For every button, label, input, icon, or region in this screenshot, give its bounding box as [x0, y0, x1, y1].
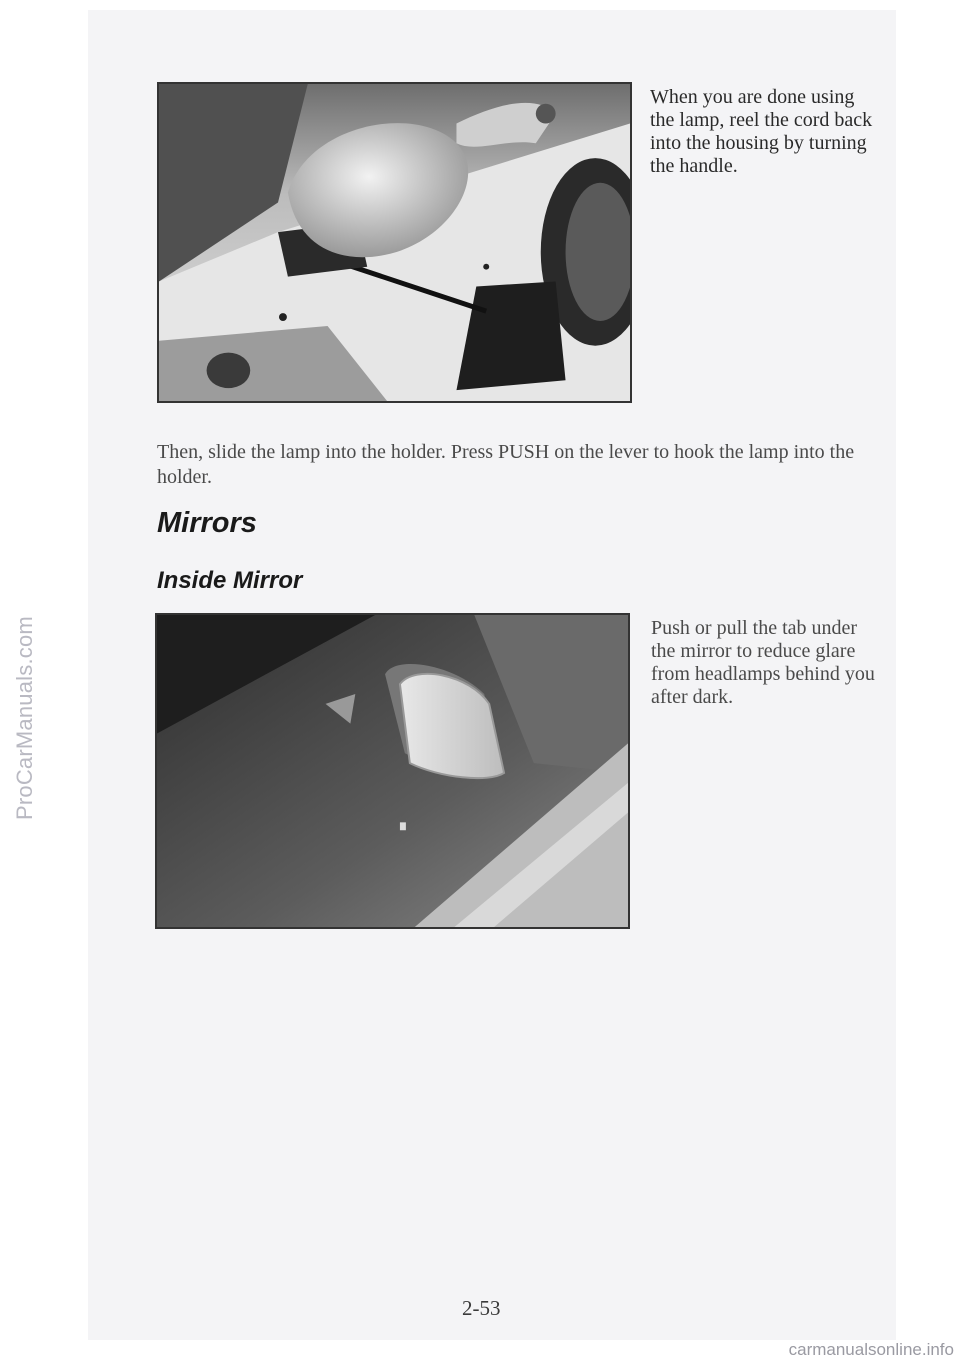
- footer-watermark: carmanualsonline.info: [788, 1340, 954, 1359]
- lamp-reel-photo: [157, 82, 632, 403]
- side-watermark-text: ProCarManuals.com: [12, 616, 37, 820]
- lamp-reel-illustration: [159, 84, 630, 401]
- lamp-reel-instructions: When you are done using the lamp, reel the cord back into the housing by turning the handle.: [650, 86, 873, 177]
- lamp-holder-instructions: Then, slide the lamp into the holder. Press PUSH on the lever to hook the lamp into the holder.: [157, 441, 855, 488]
- mirrors-heading: Mirrors: [157, 507, 257, 539]
- inside-mirror-heading: Inside Mirror: [157, 567, 303, 594]
- inside-mirror-instructions: Push or pull the tab under the mirror to reduce glare from headlamps behind you after dark.: [651, 617, 875, 708]
- inside-mirror-illustration: [157, 615, 628, 927]
- inside-mirror-photo: [155, 613, 630, 929]
- page-number: 2-53: [462, 1296, 501, 1320]
